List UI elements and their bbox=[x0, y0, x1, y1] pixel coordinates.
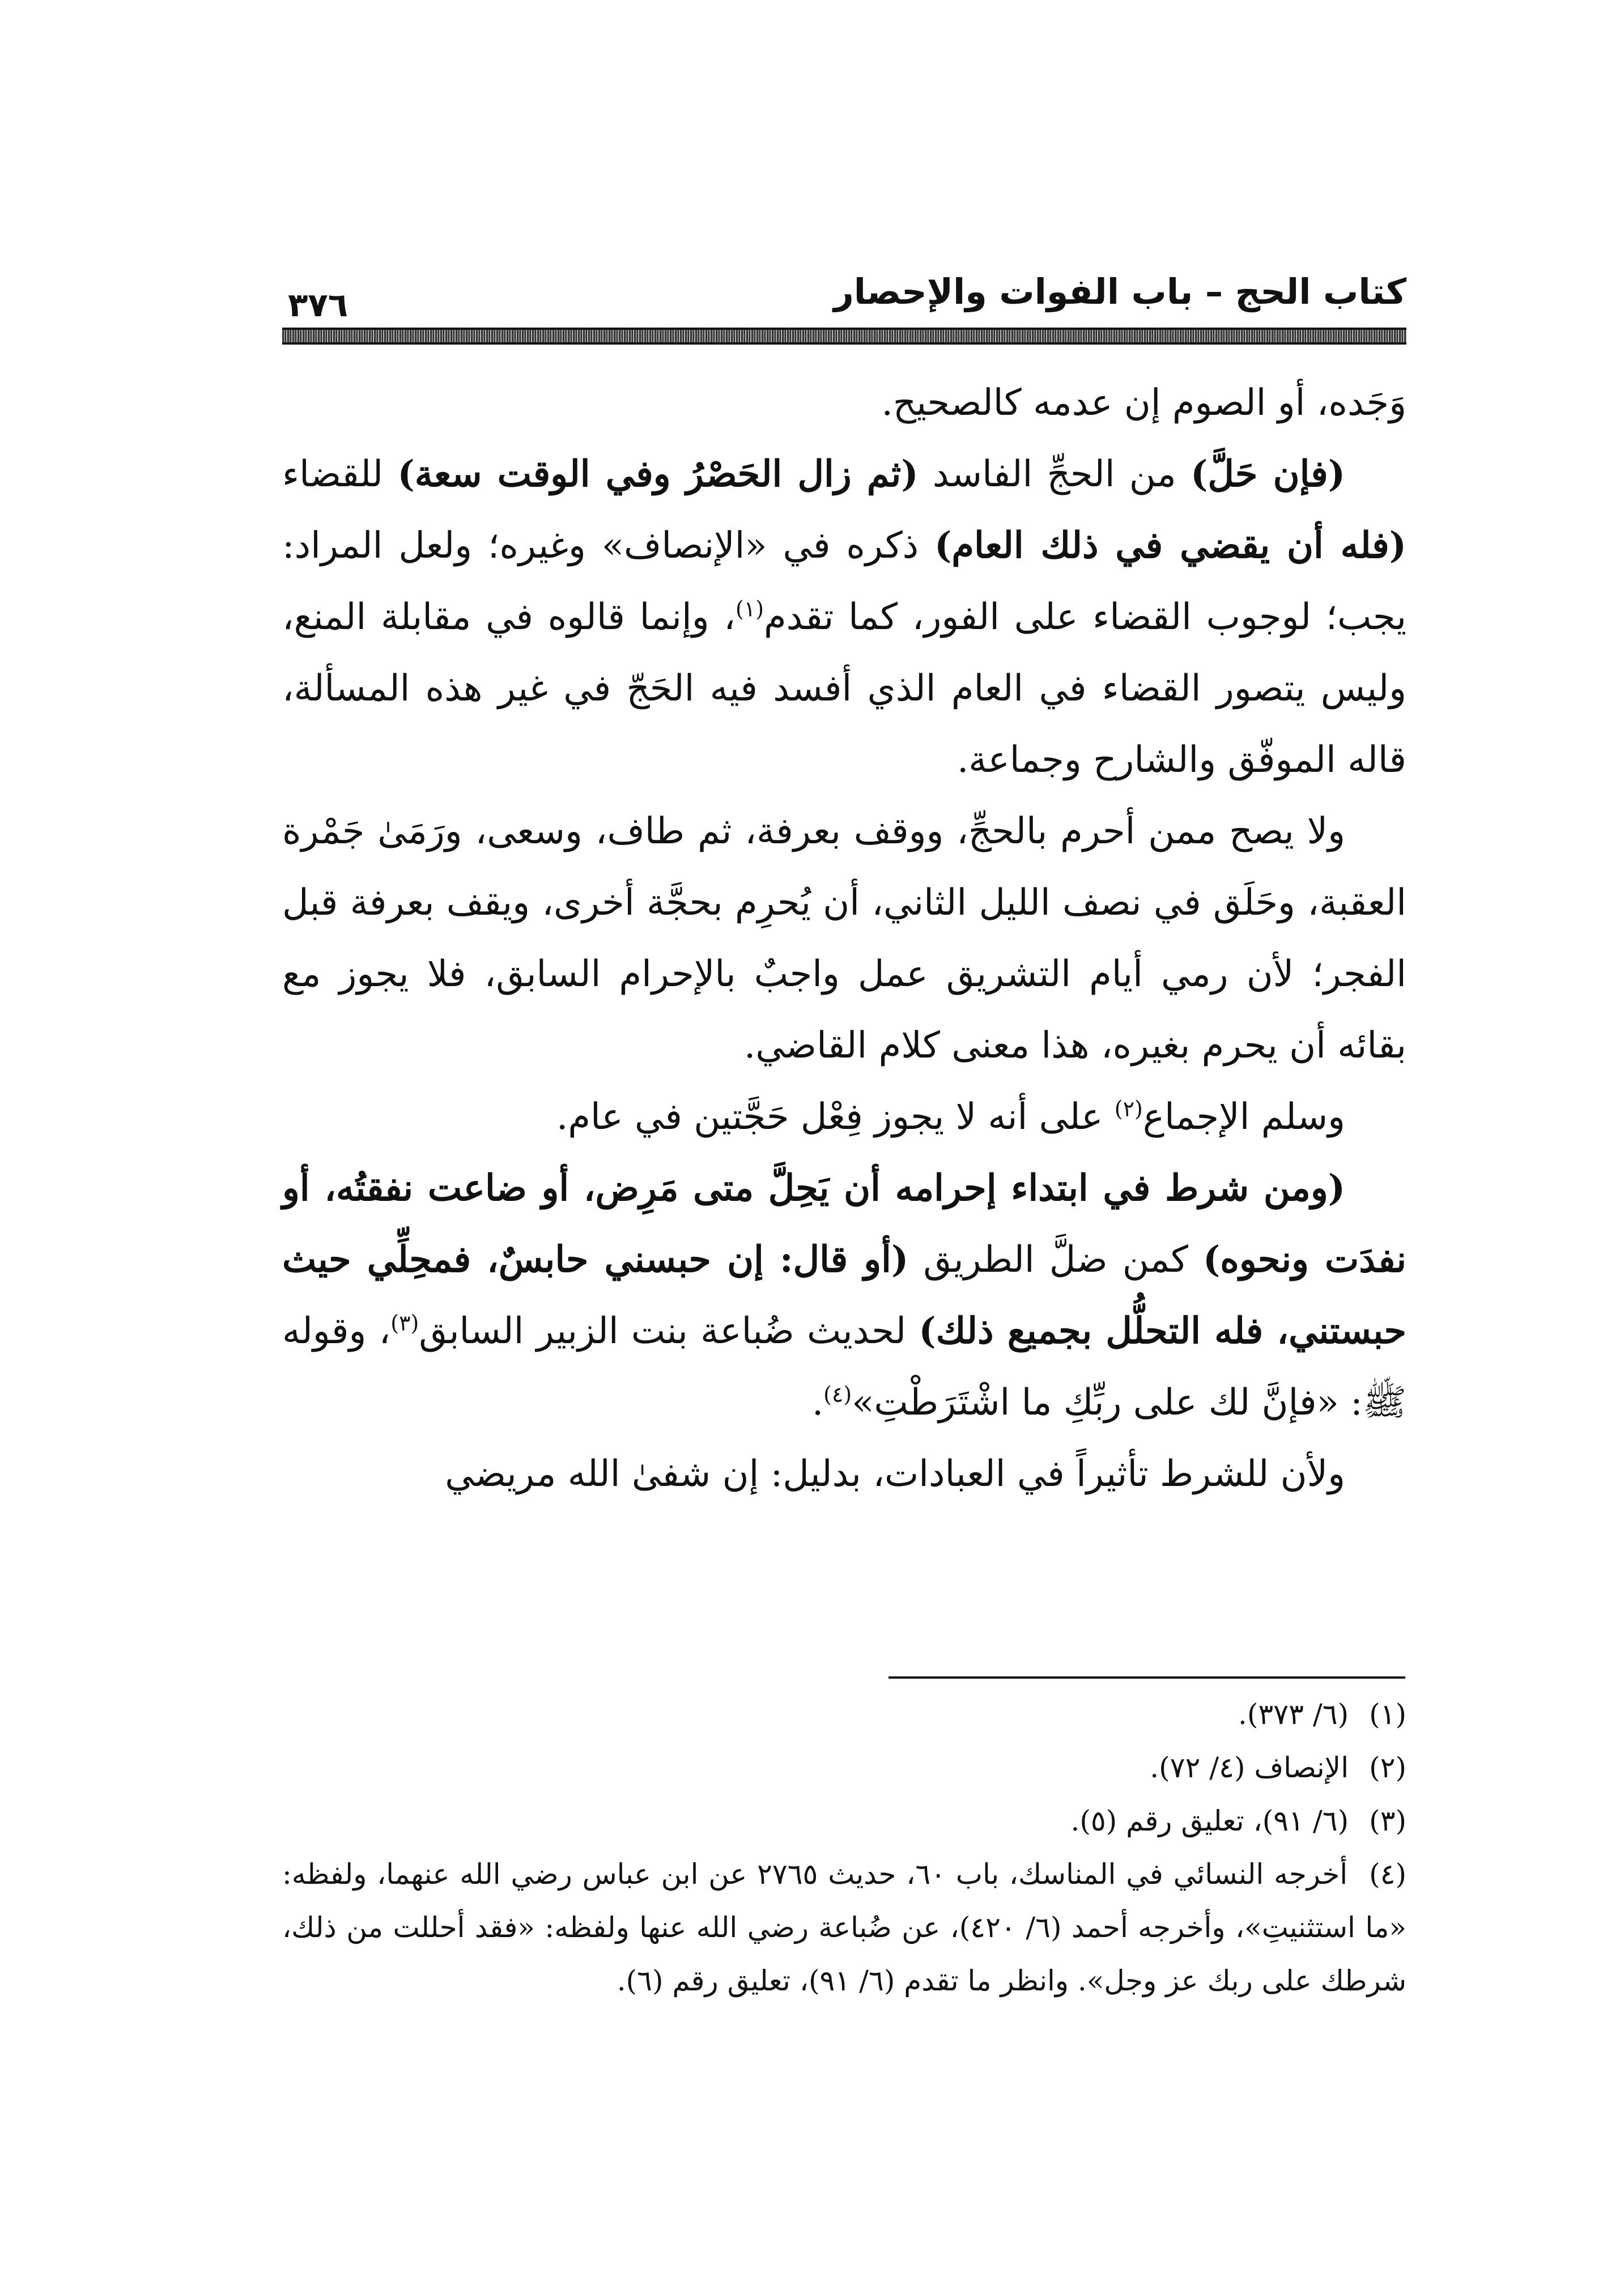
paragraph-6: ولأن للشرط تأثيراً في العبادات، بدليل: إن شفىٰ الله مريضي bbox=[445, 1453, 1345, 1495]
page-number: ٣٧٦ bbox=[288, 286, 348, 324]
footnote-2 bbox=[282, 1741, 1406, 1794]
footnotes bbox=[282, 1688, 1406, 2007]
footnote-ref-3[interactable]: (٣) bbox=[390, 1310, 419, 1336]
paragraph-1: وَجَده، أو الصوم إن عدمه كالصحيح. bbox=[881, 382, 1406, 424]
footnote-text: (٦/ ٩١)، تعليق رقم (٥). bbox=[1070, 1804, 1349, 1837]
matn-text: (ثم زال الحَصْرُ وفي الوقت سعة) bbox=[397, 453, 919, 495]
commentary-text: وسلم الإجماع bbox=[1142, 1096, 1345, 1138]
commentary-text: ، وإنما قالوه في مقابلة المنع، وليس يتصور القضاء في العام الذي أفسد فيه الحَجّ في غير هذه المسألة، قاله الموفّق والشارح وجماعة. bbox=[282, 596, 1407, 781]
running-header-title: كتاب الحج – باب الفوات والإحصار bbox=[834, 271, 1406, 312]
footnote-separator bbox=[888, 1676, 1405, 1679]
footnote-number: (٤) bbox=[1369, 1858, 1406, 1891]
matn-text: (فله أن يقضي في ذلك العام) bbox=[934, 524, 1407, 567]
footnote-text: (٦/ ٣٧٣). bbox=[1238, 1698, 1349, 1731]
matn-text: (أو قال: إن حبسني حابسٌ، فمحِلِّي حيث حبستني، فله التحلُّل بجميع ذلك) bbox=[282, 1238, 1407, 1352]
matn-text: (فإن حَلَّ) bbox=[1191, 453, 1346, 495]
commentary-text: على أنه لا يجوز فِعْل حَجَّتين في عام. bbox=[556, 1096, 1115, 1138]
paragraph-2 bbox=[282, 439, 1406, 796]
page-header bbox=[282, 266, 1406, 351]
footnote-text: أخرجه النسائي في المناسك، باب ٦٠، حديث ٢٧٦٥ عن ابن عباس رضي الله عنهما، ولفظه: «ما استثنيتِ»، وأخرجه أحمد (٦/ ٤٢٠)، عن ضُباعة رضي الله عنها ولفظه: «فقد أحللت من ذلك، شرطك على ربك عز وجل». وانظر ما تقدم (٦/ ٩١)، تعليق رقم (٦). bbox=[282, 1858, 1406, 1997]
main-text bbox=[282, 367, 1406, 1510]
commentary-text: . bbox=[811, 1382, 824, 1424]
footnote-ref-2[interactable]: (٢) bbox=[1114, 1096, 1143, 1122]
commentary-text: كمن ضلَّ الطريق bbox=[908, 1239, 1204, 1281]
paragraph-4 bbox=[282, 1081, 1406, 1153]
commentary-text: ذكره في «الإنصاف» وغيره؛ ولعل المراد: يجب؛ لوجوب القضاء على الفور، كما تقدم bbox=[282, 525, 1407, 638]
footnote-ref-4[interactable]: (٤) bbox=[823, 1382, 852, 1407]
footnote-4 bbox=[282, 1848, 1406, 2007]
paragraph-5 bbox=[282, 1153, 1406, 1438]
footnote-number: (١) bbox=[1369, 1698, 1406, 1731]
footnote-3 bbox=[282, 1794, 1406, 1848]
footnote-number: (٢) bbox=[1369, 1751, 1406, 1784]
commentary-text: من الحجِّ الفاسد bbox=[918, 453, 1191, 495]
footnote-number: (٣) bbox=[1369, 1804, 1406, 1837]
footnote-text: الإنصاف (٤/ ٧٢). bbox=[1150, 1751, 1349, 1784]
commentary-text: ، وقوله ﷺ: «فإنَّ لك على ربِّكِ ما اشْتَرَطْتِ» bbox=[282, 1310, 1406, 1424]
matn-text: (ومن شرط في ابتداء إحرامه أن يَحِلَّ متى مَرِض، أو ضاعت نفقتُه، أو نفدَت ونحوه) bbox=[282, 1167, 1407, 1281]
header-rule bbox=[282, 328, 1406, 345]
footnote-1 bbox=[282, 1688, 1406, 1741]
footnote-ref-1[interactable]: (١) bbox=[735, 596, 764, 622]
commentary-text: للقضاء bbox=[282, 453, 398, 495]
commentary-text: لحديث ضُباعة بنت الزبير السابق bbox=[419, 1310, 919, 1352]
paragraph-3: ولا يصح ممن أحرم بالحجِّ، ووقف بعرفة، ثم طاف، وسعى، ورَمَىٰ جَمْرة العقبة، وحَلَق في نصف الليل الثاني، أن يُحرِم بحجَّة أخرى، ويقف بعرفة قبل الفجر؛ لأن رمي أيام التشريق عمل واجبٌ بالإحرام السابق، فلا يجوز مع بقائه أن يحرم بغيره، هذا معنى كلام القاضي. bbox=[282, 810, 1407, 1067]
